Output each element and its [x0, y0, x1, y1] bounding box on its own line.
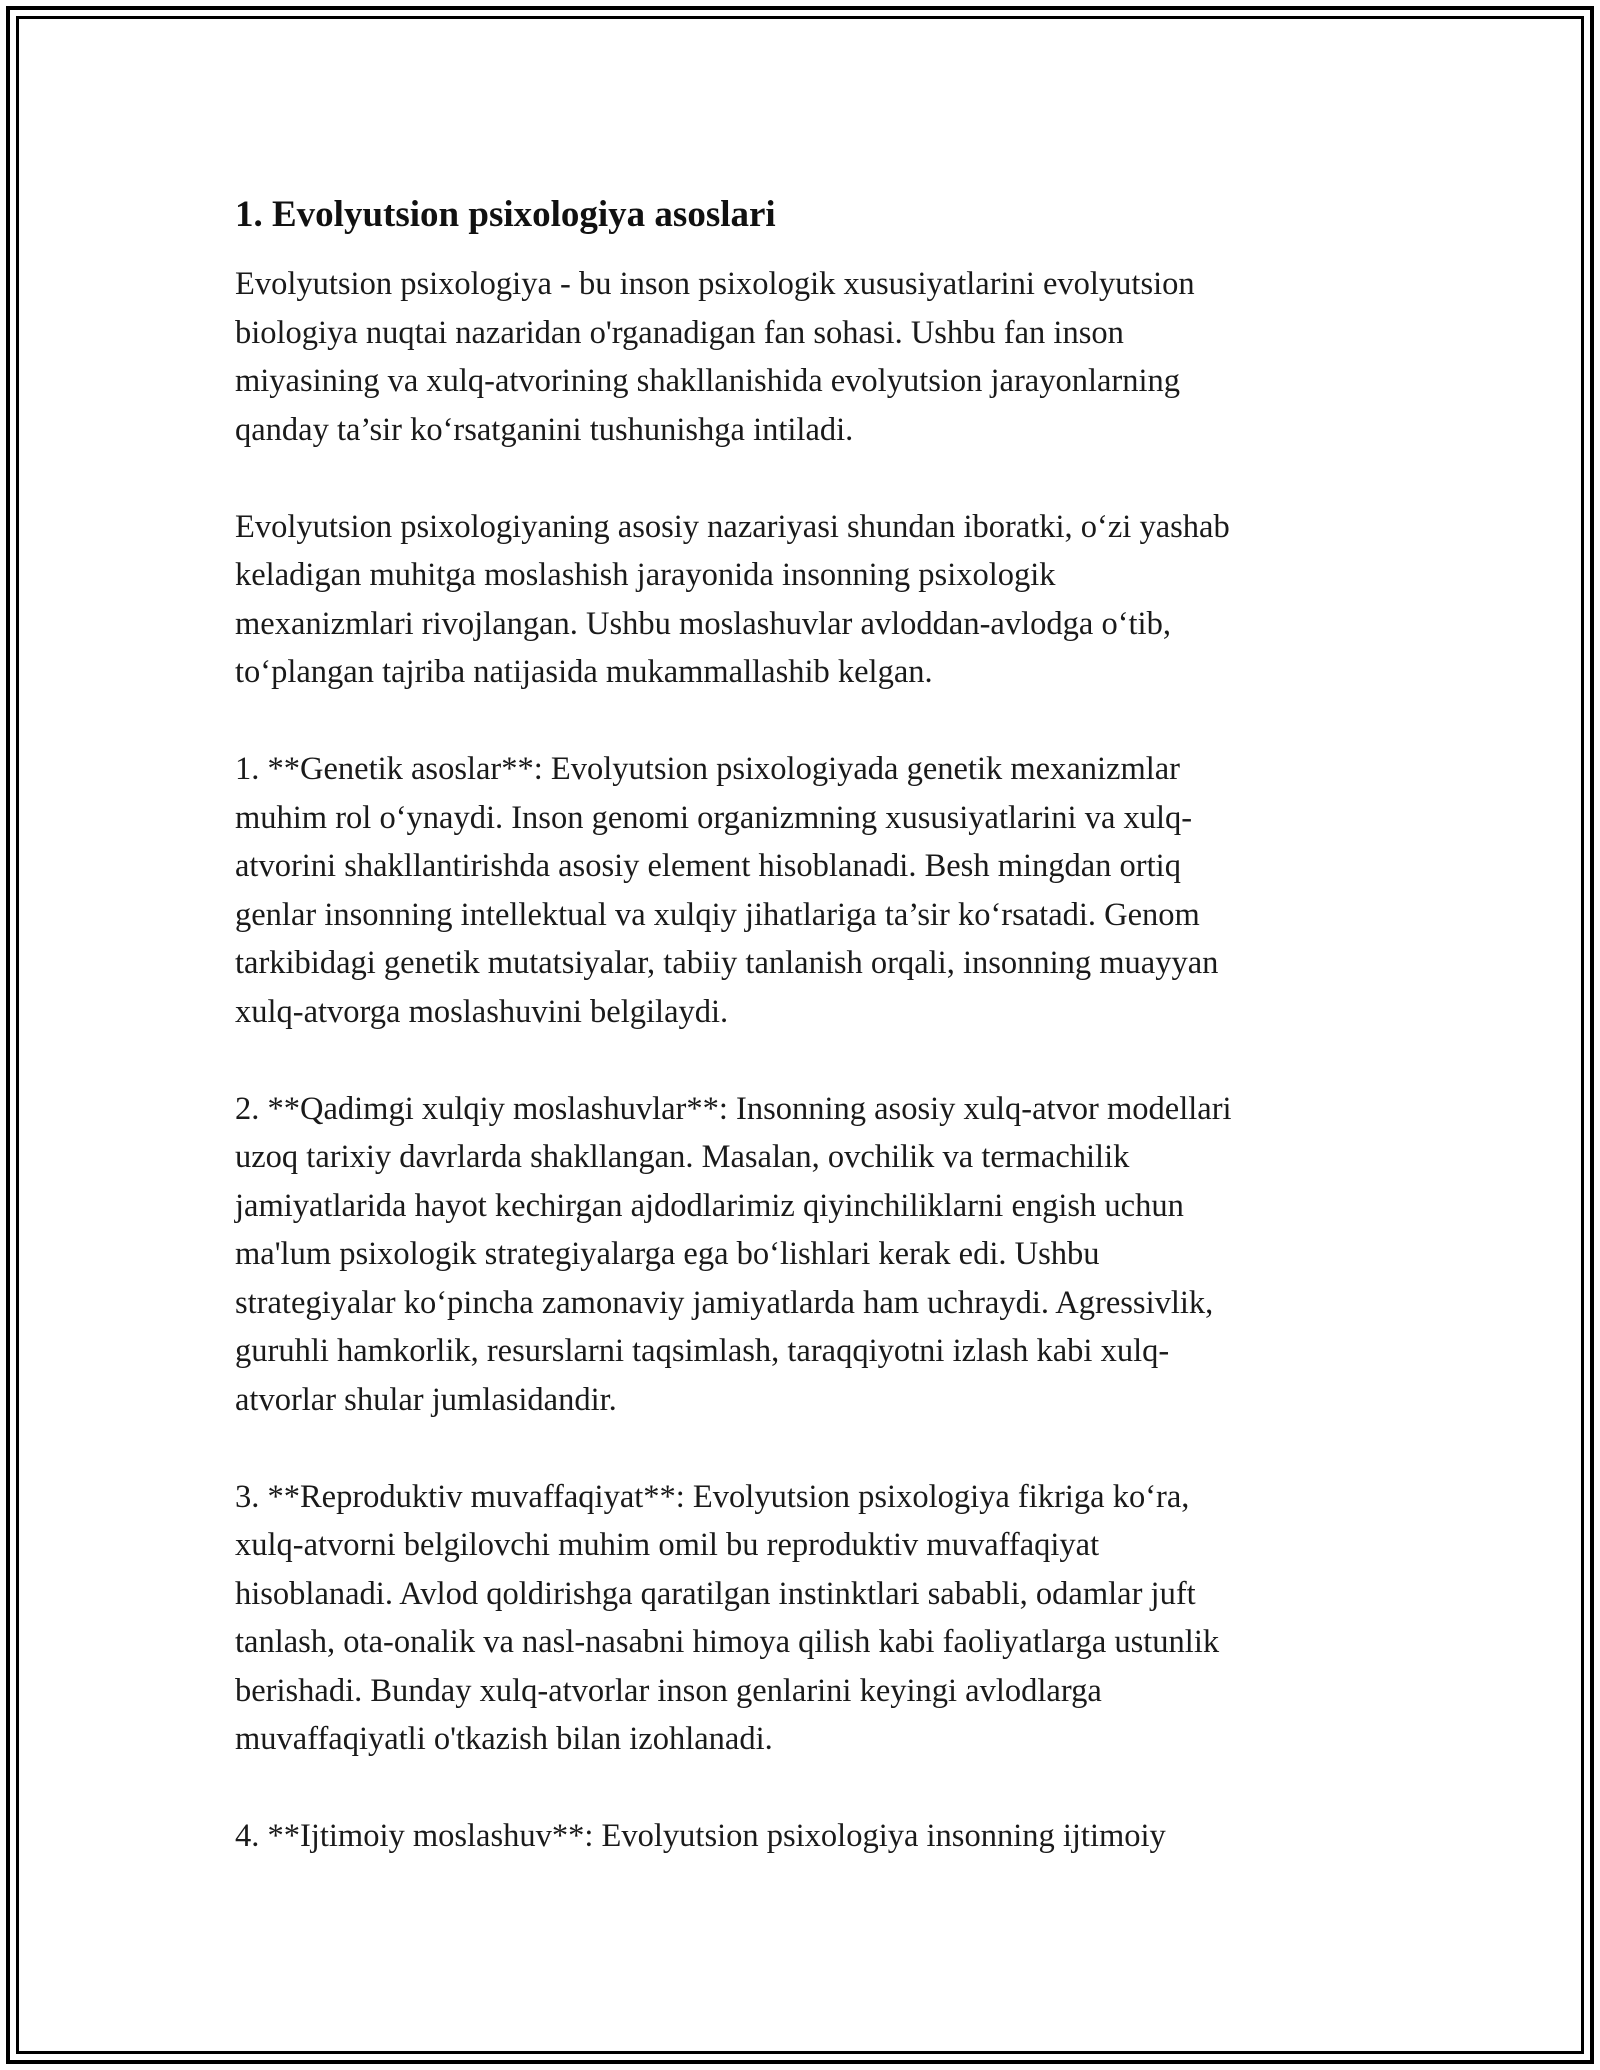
- list-item-social-adaptation: 4. **Ijtimoiy moslashuv**: Evolyutsion psixologiya insonning ijtimoiy: [235, 1818, 1166, 1854]
- document-title: 1. Evolyutsion psixologiya asoslari: [235, 194, 776, 235]
- list-item-reproductive-success: 3. **Reproduktiv muvaffaqiyat**: Evolyutsion psixologiya fikriga ko‘ra, xulq-atvorni belgilovchi muhim omil bu reproduktiv muvaffaqiyat hisoblanadi. Avlod qoldirishga qaratilgan instinktlari sababli, odamlar juft tanlash, ota-onalik va nasl-nasabni himoya qilish kabi faoliyatlarga ustunlik berishadi. Bunday xulq-atvorlar inson genlarini keyingi avlodlarga muvaffaqiyatli o'tkazish bilan izohlanadi.: [235, 1478, 1220, 1757]
- list-item-genetic-basis: 1. **Genetik asoslar**: Evolyutsion psixologiyada genetik mexanizmlar muhim rol o‘ynaydi. Inson genomi organizmning xususiyatlarini va xulq- atvorini shakllantirishda asosiy element hisoblanadi. Besh mingdan ortiq genlar insonning intellektual va xulqiy jihatlariga ta’sir ko‘rsatadi. Genom tarkibidagi genetik mutatsiyalar, tabiiy tanlanish orqali, insonning muayyan xulq-atvorga moslashuvini belgilaydi.: [235, 751, 1219, 1030]
- paragraph-intro: Evolyutsion psixologiya - bu inson psixologik xususiyatlarini evolyutsion biologiya nuqtai nazaridan o'rganadigan fan sohasi. Ushbu fan inson miyasining va xulq-atvorining shakllanishida evolyutsion jarayonlarning qanday ta’sir ko‘rsatganini tushunishga intiladi.: [235, 266, 1195, 448]
- paragraph-theory: Evolyutsion psixologiyaning asosiy nazariyasi shundan iboratki, o‘zi yashab keladigan muhitga moslashish jarayonida insonning psixologik mexanizmlari rivojlangan. Ushbu moslashuvlar avloddan-avlodga o‘tib, to‘plangan tajriba natijasida mukammallashib kelgan.: [235, 508, 1230, 690]
- list-item-ancient-adaptations: 2. **Qadimgi xulqiy moslashuvlar**: Insonning asosiy xulq-atvor modellari uzoq tarixiy davrlarda shakllangan. Masalan, ovchilik va termachilik jamiyatlarida hayot kechirgan ajdodlarimiz qiyinchiliklarni engish uchun ma'lum psixologik strategiyalarga ega bo‘lishlari kerak edi. Ushbu strategiyalar ko‘pincha zamonaviy jamiyatlarda ham uchraydi. Agressivlik, guruhli hamkorlik, resurslarni taqsimlash, taraqqiyotni izlash kabi xulq- atvorlar shular jumlasidandir.: [235, 1090, 1232, 1418]
- document-body: [235, 190, 1365, 1909]
